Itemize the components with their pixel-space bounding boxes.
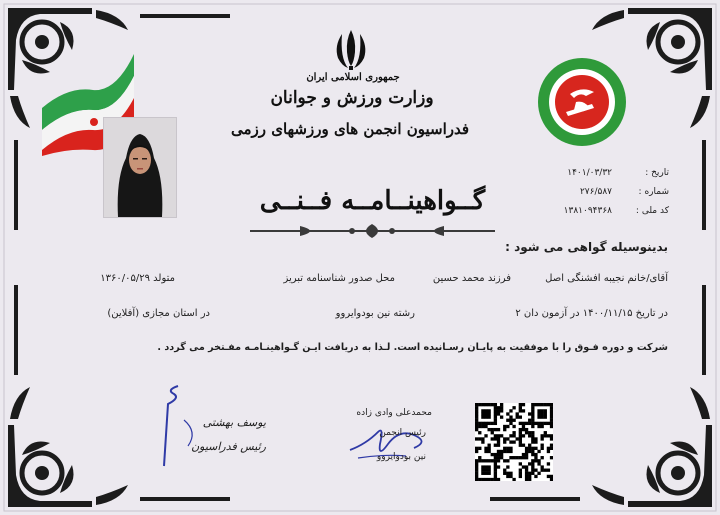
discipline: رشته نین بودوایروو xyxy=(335,308,415,319)
national-code-label: کد ملی : xyxy=(635,206,669,216)
holder-photo xyxy=(103,117,177,218)
center-signer-title: رئیس انجمن xyxy=(379,428,426,438)
qr-code-icon xyxy=(475,403,553,481)
completion-statement: شرکت و دوره فـوق را با موفقیت به پایـان رسـانیده است. لـذا به دریافت ایـن گـواهینـامـه مفـتخر می گردد . xyxy=(157,342,668,353)
header-federation: فدراسیون انجمن های ورزشهای رزمی xyxy=(230,120,470,138)
header-ministry: وزارت ورزش و جوانان xyxy=(270,88,434,108)
verification-qr-code[interactable] xyxy=(475,403,553,481)
issue-place: محل صدور شناسنامه تبریز xyxy=(283,273,395,284)
number-value: ۲۷۶/۵۸۷ xyxy=(579,187,612,197)
date-value: ۱۴۰۱/۰۳/۳۲ xyxy=(567,168,612,178)
exam-date: در تاریخ ۱۴۰۰/۱۱/۱۵ در آزمون دان ۲ xyxy=(515,308,668,319)
province: در استان مجازی (آفلاین) xyxy=(107,308,210,319)
title-divider-ornament xyxy=(250,224,495,238)
father-name: فرزند محمد حسین xyxy=(432,273,511,284)
certificate-title: گــواهینــامــه فــنــی xyxy=(259,186,486,216)
holder-portrait-image xyxy=(104,118,176,217)
left-signer-title: رئیس فدراسیون xyxy=(191,440,266,453)
iran-emblem-icon xyxy=(330,26,372,70)
center-signer-field: نین بودوایروو xyxy=(376,452,426,462)
holder-name: آقای/خانم نجیبه افشنگی اصل xyxy=(545,273,668,284)
left-signer-name: یوسف بهشتی xyxy=(202,416,266,429)
center-signer-name: محمدعلی وادی زاده xyxy=(356,408,432,418)
header-republic: جمهوری اسلامی ایران xyxy=(306,72,400,83)
birth-date: متولد ۱۳۶۰/۰۵/۲۹ xyxy=(100,273,175,284)
federation-logo-badge xyxy=(536,56,628,148)
national-code-value: ۱۳۸۱۰۹۴۳۶۸ xyxy=(563,206,612,216)
number-label: شماره : xyxy=(638,187,669,197)
intro-line: بدینوسیله گواهی می شود : xyxy=(505,240,668,254)
date-label: تاریخ : xyxy=(645,168,669,178)
